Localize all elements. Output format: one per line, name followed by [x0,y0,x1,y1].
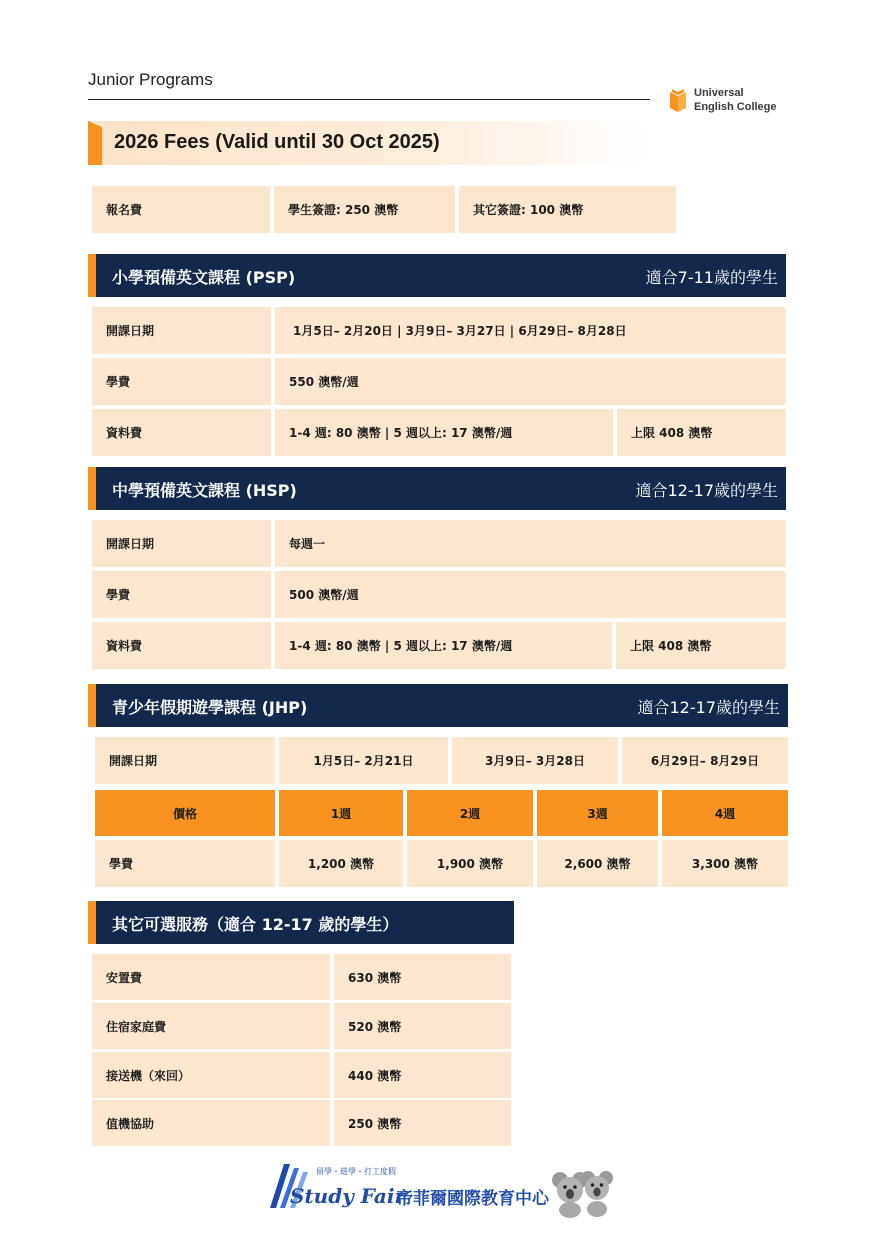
book-logo-icon [668,88,688,114]
jhp-price-4: 3,300 澳幣 [662,840,788,887]
hsp-materials: 1-4 週: 80 澳幣 | 5 週以上: 17 澳幣/週 [275,622,612,669]
optional-label-2: 住宿家庭費 [92,1003,330,1049]
jhp-price-3: 2,600 澳幣 [537,840,658,887]
optional-section-header [88,901,514,944]
page-header-title: Junior Programs [88,70,213,89]
optional-label-1: 安置費 [92,954,330,1000]
header-divider [88,99,650,100]
jhp-date-session-2: 3月9日– 3月28日 [452,737,618,784]
jhp-date-session-3: 6月29日– 8月29日 [622,737,788,784]
footer-brand: Study Fair [290,1184,405,1208]
registration-label: 報名費 [92,186,270,233]
footer-cn-name: 帝菲爾國際教育中心 [396,1189,549,1209]
hsp-materials-cap: 上限 408 澳幣 [616,622,786,669]
psp-title: 小學預備英文課程 (PSP) [112,268,296,287]
study-fair-logo [268,1160,618,1220]
jhp-week-2: 2週 [407,790,533,836]
jhp-week-4: 4週 [662,790,788,836]
optional-value-3: 440 澳幣 [334,1052,511,1098]
hsp-title: 中學預備英文課程 (HSP) [112,481,297,500]
psp-section-header [88,254,786,297]
psp-materials-cap: 上限 408 澳幣 [617,409,786,456]
jhp-date-session-1: 1月5日– 2月21日 [279,737,448,784]
optional-label-4: 值機協助 [92,1100,330,1146]
optional-value-4: 250 澳幣 [334,1100,511,1146]
jhp-price-header: 價格 [95,790,275,836]
psp-tuition-label: 學費 [92,358,271,405]
jhp-section-header [88,684,788,727]
psp-dates: 1月5日– 2月20日 | 3月9日– 3月27日 | 6月29日– 8月28日 [275,307,786,354]
hsp-section-header [88,467,786,510]
fees-banner-accent [88,121,102,165]
jhp-price-2: 1,900 澳幣 [407,840,533,887]
koala-mascot-icon [550,1168,616,1218]
fees-banner-title: 2026 Fees (Valid until 30 Oct 2025) [114,131,440,153]
psp-age: 適合7-11歲的學生 [645,268,778,287]
optional-title: 其它可選服務（適合 12-17 歲的學生） [112,915,399,934]
jhp-week-3: 3週 [537,790,658,836]
jhp-age: 適合12-17歲的學生 [637,698,780,717]
jhp-tuition-label: 學費 [95,840,275,887]
optional-label-3: 接送機（來回） [92,1052,330,1098]
college-logo [668,86,798,120]
hsp-materials-label: 資料費 [92,622,271,669]
registration-other-visa: 其它簽證: 100 澳幣 [459,186,676,233]
jhp-dates-label: 開課日期 [95,737,275,784]
hsp-dates: 每週一 [275,520,786,567]
jhp-price-1: 1,200 澳幣 [279,840,403,887]
jhp-title: 青少年假期遊學課程 (JHP) [112,698,308,717]
psp-tuition: 550 澳幣/週 [275,358,786,405]
footer-tagline: 留學・遊學・打工度假 [316,1167,396,1176]
hsp-tuition: 500 澳幣/週 [275,571,786,618]
registration-student-visa: 學生簽證: 250 澳幣 [274,186,455,233]
optional-value-2: 520 澳幣 [334,1003,511,1049]
fees-banner [88,121,648,165]
psp-materials: 1-4 週: 80 澳幣 | 5 週以上: 17 澳幣/週 [275,409,613,456]
psp-materials-label: 資料費 [92,409,271,456]
hsp-tuition-label: 學費 [92,571,271,618]
psp-dates-label: 開課日期 [92,307,271,354]
jhp-week-1: 1週 [279,790,403,836]
optional-value-1: 630 澳幣 [334,954,511,1000]
logo-line-1: Universal [694,87,744,99]
hsp-age: 適合12-17歲的學生 [635,481,778,500]
hsp-dates-label: 開課日期 [92,520,271,567]
logo-line-2: English College [694,101,777,113]
